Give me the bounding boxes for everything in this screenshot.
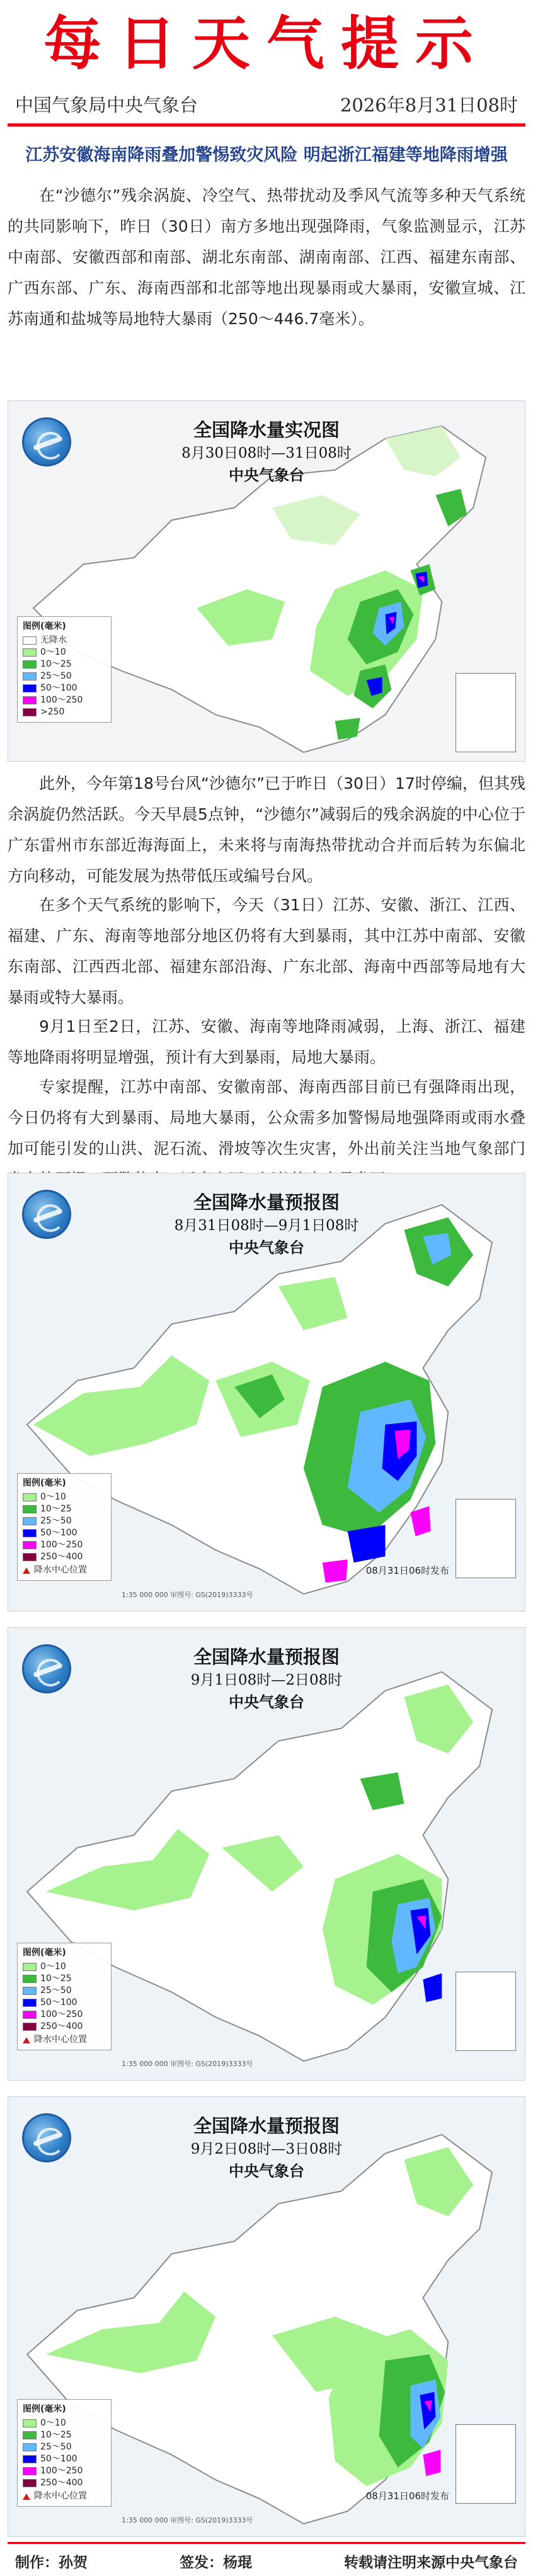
forecast-map-day1-legend xyxy=(17,1473,112,1581)
legend-swatch xyxy=(23,1987,37,1995)
legend-label: 50～100 xyxy=(40,2454,77,2464)
legend-item xyxy=(23,635,106,647)
legend-title: 图例(毫米) xyxy=(23,1948,66,1958)
legend-label: 10～25 xyxy=(40,1504,72,1514)
observed-map-org: 中央气象台 xyxy=(229,466,304,484)
paragraph-observed: 在“沙德尔”残余涡旋、冷空气、热带扰动及季风气流等多种天气系统的共同影响下，昨日（30日）南方多地出现强降雨，气象监测显示，江苏中南部、安徽西部和南部、湖北东南部、湖南南部、江西、福建东南部、广西东部、广东、海南西部和北部等地出现暴雨或大暴雨，安徽宣城、江苏南通和盐城等局地特大暴雨（250～446.7毫米）。 xyxy=(8,186,525,328)
forecast-map-day3-header xyxy=(8,2113,525,2183)
forecast-map-day3-title: 全国降水量预报图 xyxy=(193,2115,340,2137)
legend-label: 100～250 xyxy=(40,2009,83,2020)
legend-swatch xyxy=(23,2467,37,2475)
issue-datetime: 2026年8月31日08时 xyxy=(340,94,518,116)
legend-note xyxy=(23,2034,106,2046)
legend-item xyxy=(23,1973,106,1985)
legend-item xyxy=(23,2477,106,2489)
legend-swatch xyxy=(23,2443,37,2451)
legend-label: 250～400 xyxy=(40,2021,83,2031)
legend-label: 50～100 xyxy=(40,1997,77,2008)
legend-label: 50～100 xyxy=(40,683,77,693)
legend-item xyxy=(23,1551,106,1563)
legend-item xyxy=(23,1503,106,1515)
legend-swatch xyxy=(23,2455,37,2463)
map-scale-text: 1:35 000 000 审图号: GS(2019)3333号 xyxy=(122,1591,253,1599)
legend-label: 无降水 xyxy=(40,635,67,645)
legend-swatch xyxy=(23,1529,37,1537)
legend-item xyxy=(23,670,106,682)
rain-center-icon xyxy=(23,1568,30,1574)
forecast-map-day3-legend xyxy=(17,2399,112,2507)
legend-label: 100～250 xyxy=(40,2466,83,2476)
legend-label: 0～10 xyxy=(40,1492,66,1502)
map-scale-text: 1:35 000 000 审图号: GS(2019)3333号 xyxy=(122,2516,253,2524)
legend-item xyxy=(23,1985,106,1997)
legend-item xyxy=(23,2429,106,2441)
south-china-sea-inset xyxy=(456,1972,516,2051)
rain-center-icon xyxy=(23,2037,30,2043)
legend-label: 25～50 xyxy=(40,1516,72,1526)
legend-swatch xyxy=(23,648,37,657)
forecast-map-day1-org: 中央气象台 xyxy=(229,1238,304,1257)
legend-item xyxy=(23,2021,106,2033)
footer-author: 制作：孙贺 xyxy=(15,2554,88,2571)
forecast-map-day3-dates: 9月2日08时—3日08时 xyxy=(190,2141,343,2157)
legend-swatch xyxy=(23,1505,37,1513)
bulletin-footer xyxy=(15,2550,518,2572)
legend-label: 0～10 xyxy=(40,647,66,657)
forecast-map-day1-dates: 8月31日08时—9月1日08时 xyxy=(174,1217,359,1234)
legend-swatch xyxy=(23,636,37,645)
legend-swatch xyxy=(23,696,37,704)
legend-label: 0～10 xyxy=(40,2418,66,2428)
agency-name: 中国气象局中央气象台 xyxy=(15,94,198,116)
legend-swatch xyxy=(23,2011,37,2019)
observed-map-header xyxy=(8,417,525,487)
legend-title: 图例(毫米) xyxy=(23,621,66,631)
forecast-map-day2-title: 全国降水量预报图 xyxy=(193,1646,340,1668)
footer-divider xyxy=(8,2542,525,2544)
legend-item xyxy=(23,2465,106,2477)
legend-swatch xyxy=(23,2023,37,2031)
forecast-map-day1-header xyxy=(8,1190,525,1259)
headline: 江苏安徽海南降雨叠加警惕致灾风险 明起浙江福建等地降雨增强 xyxy=(25,145,508,165)
legend-label: 10～25 xyxy=(40,2430,72,2440)
legend-label: 25～50 xyxy=(40,1986,72,1996)
forecast-map-day1-title: 全国降水量预报图 xyxy=(193,1192,340,1213)
bulletin-title-bar xyxy=(0,0,533,87)
legend-title: 图例(毫米) xyxy=(23,2404,66,2414)
forecast-map-day1-issue: 08月31日06时发布 xyxy=(365,1565,449,1576)
observed-map-dates: 8月30日08时—31日08时 xyxy=(181,445,352,461)
south-china-sea-inset xyxy=(456,673,516,752)
legend-swatch xyxy=(23,708,37,716)
legend-item xyxy=(23,1491,106,1503)
legend-item xyxy=(23,682,106,694)
bulletin-subheader xyxy=(15,92,518,116)
legend-label: 250～400 xyxy=(40,2478,83,2488)
legend-item xyxy=(23,1961,106,1973)
forecast-map-day2-org: 中央气象台 xyxy=(229,1693,304,1711)
legend-label: 25～50 xyxy=(40,2442,72,2452)
forecast-map-day3 xyxy=(8,2096,525,2537)
legend-swatch xyxy=(23,1975,37,1983)
legend-note xyxy=(23,2490,106,2502)
legend-label: 100～250 xyxy=(40,1540,83,1550)
legend-item xyxy=(23,2417,106,2429)
legend-item xyxy=(23,2009,106,2021)
south-china-sea-inset xyxy=(456,1499,516,1578)
legend-item xyxy=(23,658,106,670)
legend-swatch xyxy=(23,1493,37,1501)
legend-note-label: 降水中心位置 xyxy=(34,2035,87,2045)
bulletin-title: 每日天气提示 xyxy=(43,9,490,77)
legend-item xyxy=(23,1997,106,2009)
legend-note-label: 降水中心位置 xyxy=(34,2491,87,2501)
header-divider xyxy=(8,123,525,127)
legend-note xyxy=(23,1564,106,1576)
legend-label: 100～250 xyxy=(40,695,83,705)
legend-label: 10～25 xyxy=(40,1974,72,1984)
legend-swatch xyxy=(23,1517,37,1525)
legend-title: 图例(毫米) xyxy=(23,1478,66,1488)
legend-label: 10～25 xyxy=(40,659,72,669)
legend-swatch xyxy=(23,684,37,692)
legend-item xyxy=(23,1515,106,1527)
forecast-map-day2-header xyxy=(8,1644,525,1714)
map-scale-text: 1:35 000 000 审图号: GS(2019)3333号 xyxy=(122,2060,253,2068)
paragraph-advice: 专家提醒，江苏中南部、安徽南部、海南西部目前已有强降雨出现，今日仍将有大到暴雨、局地大暴雨，公众需多加警惕局地强降雨或雨水叠加可能引发的山洪、泥石流、滑坡等次生灾害，外出前关注当地气象部门 xyxy=(8,1078,525,1158)
forecast-map-day3-issue: 08月31日06时发布 xyxy=(365,2490,449,2502)
legend-item xyxy=(23,1527,106,1539)
paragraph-today: 在多个天气系统的影响下，今天（31日）江苏、安徽、浙江、江西、福建、广东、海南等地部分地区仍将有大到暴雨，其中江苏中南部、安徽东南部、江西西北部、福建东部沿海、广东北部、海南中西部等局地有大暴雨或特大暴雨。 xyxy=(8,896,525,1007)
legend-item xyxy=(23,2441,106,2453)
footer-notice: 转载请注明来源中央气象台 xyxy=(344,2554,518,2571)
legend-label: 0～10 xyxy=(40,1962,66,1972)
observed-map-legend xyxy=(17,616,112,723)
legend-swatch xyxy=(23,2419,37,2427)
legend-swatch xyxy=(23,2431,37,2439)
footer-signer: 签发：杨琨 xyxy=(180,2554,252,2571)
legend-note-label: 降水中心位置 xyxy=(34,1565,87,1575)
observed-precip-map xyxy=(8,400,525,762)
paragraph-outlook: 9月1日至2日，江苏、安徽、海南等地降雨减弱，上海、浙江、福建等地降雨将明显增强，预计有大到暴雨，局地大暴雨。 xyxy=(8,1017,525,1066)
forecast-map-day1 xyxy=(8,1173,525,1612)
forecast-map-day2-dates: 9月1日08时—2日08时 xyxy=(190,1672,343,1688)
legend-swatch xyxy=(23,660,37,669)
observed-map-title: 全国降水量实况图 xyxy=(193,419,340,441)
legend-label: 50～100 xyxy=(40,1528,77,1538)
forecast-map-day3-org: 中央气象台 xyxy=(229,2162,304,2180)
legend-item xyxy=(23,1539,106,1551)
legend-item xyxy=(23,706,106,718)
legend-swatch xyxy=(23,2479,37,2487)
legend-swatch xyxy=(23,1963,37,1971)
legend-swatch xyxy=(23,1541,37,1549)
legend-item xyxy=(23,694,106,706)
legend-label: 25～50 xyxy=(40,671,72,681)
legend-label: 250～400 xyxy=(40,1552,83,1562)
rain-center-icon xyxy=(23,2494,30,2500)
legend-swatch xyxy=(23,672,37,681)
forecast-map-day2-legend xyxy=(17,1943,112,2050)
legend-swatch xyxy=(23,1999,37,2007)
legend-swatch xyxy=(23,1553,37,1561)
legend-label: >250 xyxy=(40,707,65,717)
paragraph-typhoon: 此外，今年第18号台风“沙德尔”已于昨日（30日）17时停编，但其残余涡旋仍然活跃。今天早晨5点钟，“沙德尔”减弱后的残余涡旋的中心位于广东雷州市东部近海海面上，未来将与南海热带扰动合并而后转为东偏北方向移动，可能发展为热带低压或编号台风。 xyxy=(8,774,525,885)
legend-item xyxy=(23,2453,106,2465)
south-china-sea-inset xyxy=(456,2424,516,2504)
legend-item xyxy=(23,647,106,658)
forecast-map-day2 xyxy=(8,1627,525,2081)
